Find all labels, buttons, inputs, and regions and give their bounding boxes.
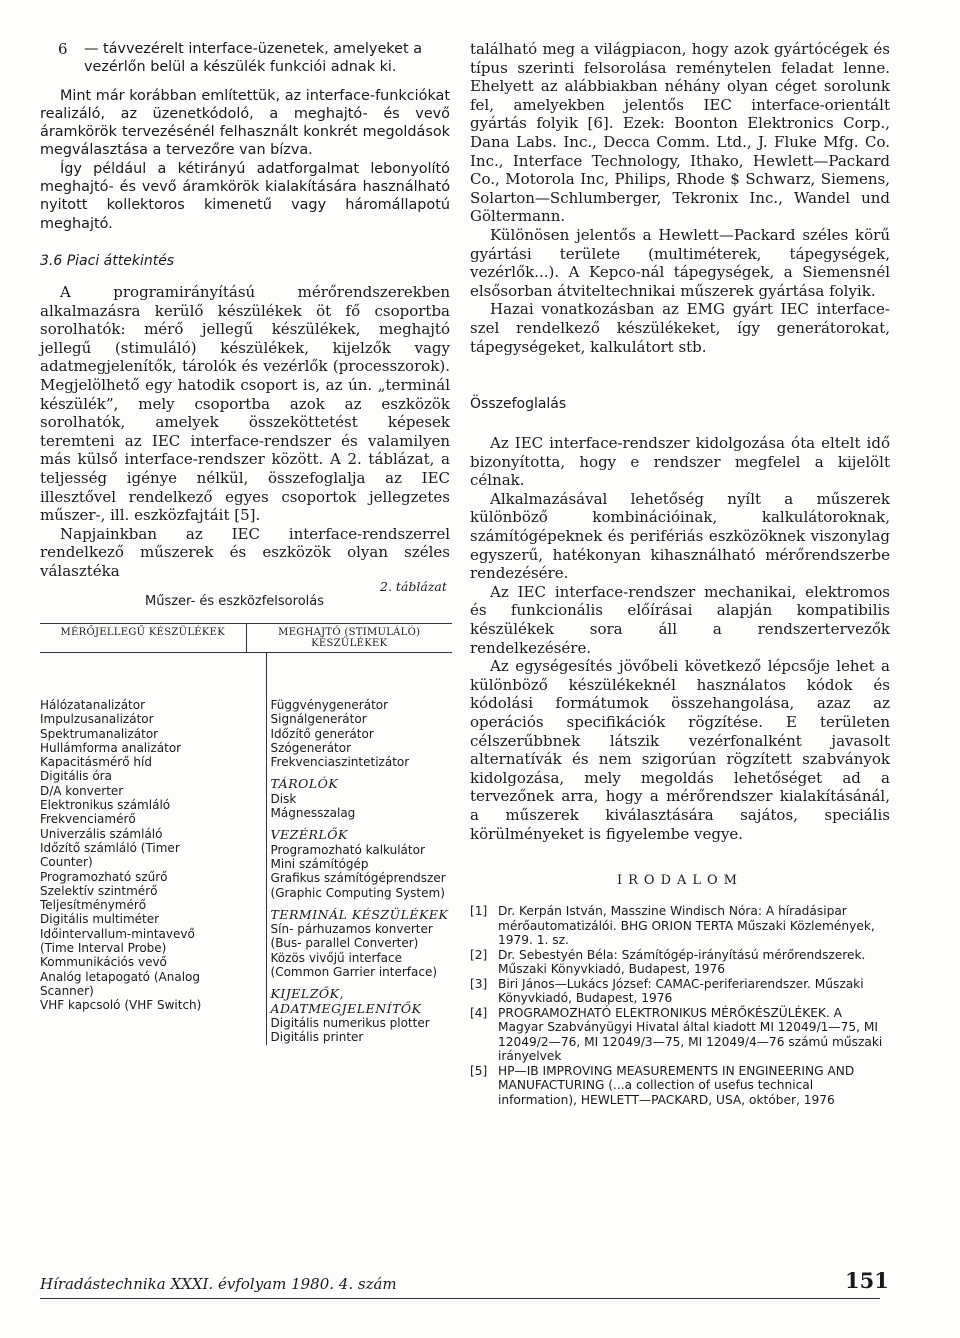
table-item: Disk xyxy=(270,791,297,806)
table-item: Közös vivőjű interface xyxy=(270,950,402,965)
table-item: Frekvenciaszintetizátor xyxy=(270,755,410,770)
reference-item xyxy=(470,904,890,948)
table-header-left: MÉRŐJELLEGŰ KÉSZÜLÉKEK xyxy=(60,627,226,638)
table-item: Hullámforma analizátor xyxy=(40,740,182,755)
reference-text: PROGRAMOZHATÓ ELEKTRONIKUS MÉRŐKÉSZÜLÉKEK. A Magyar Szabványügyi Hivatal által kiadott MI 12049/1—75, MI 12049/2—76, MI 12049/3—75, MI 12049/4—76 számú műszaki irányelvek xyxy=(498,1005,883,1064)
table-item: Időzítő generátor xyxy=(270,726,374,741)
table-column-driving xyxy=(261,653,452,1045)
table-item: Szógenerátor xyxy=(270,740,352,755)
paragraph: Különösen jelentős a Hewlett—Packard széles körű gyártási területe (multiméterek, tápegységek, vezérlők...). A Kepco-nál tápegységek, a Siemensnél elsősorban átviteltechnikai műszerek gyártása folyik. xyxy=(470,225,890,300)
table-item: Teljesítménymérő xyxy=(40,898,147,913)
page-number: 151 xyxy=(845,1268,889,1293)
table-item: Analóg letapogató (Analog xyxy=(40,969,200,984)
instrument-table xyxy=(40,623,452,1045)
section-title: 3.6 Piaci áttekintés xyxy=(40,252,175,269)
table-item: Grafikus számítógéprendszer xyxy=(270,871,446,886)
reference-text: Dr. Kerpán István, Masszine Windisch Nóra: A híradásipar mérőautomatizálói. BHG ORION TERTA Műszaki Közlemények, 1979. 1. sz. xyxy=(498,904,875,948)
reference-item xyxy=(470,948,890,977)
table-item: Kommunikációs vevő xyxy=(40,955,167,970)
table-item: (Common Garrier interface) xyxy=(270,965,438,980)
table-item: Digitális multiméter xyxy=(40,912,160,927)
table-item: Frekvenciamérő xyxy=(40,812,136,827)
reference-number: [5] xyxy=(470,1063,488,1078)
table-item: Időintervallum-mintavevő xyxy=(40,926,195,941)
paragraph: Az IEC interface-rendszer mechanikai, elektromos és funkcionális előírásai alapján kompatibilis készülékek sora áll a rendszertervezők rendelkezésére. xyxy=(470,582,890,657)
reference-number: [4] xyxy=(470,1005,488,1020)
table-item: Sín- párhuzamos konverter (Bus- parallel Converter) xyxy=(270,922,433,951)
paragraph: Alkalmazásával lehetőség nyílt a műszerek különböző kombinációinak, kalkulátoroknak, számítógépeknek és perifériás eszközöknek viszonylag egyszerű, hatékonyan kihasználható mérőrendszerbe rendezésére. xyxy=(470,489,890,583)
paragraph: Napjainkban az IEC interface-rendszerrel rendelkező műszerek és eszközök olyan széles választéka xyxy=(40,524,450,580)
section-title: Összefoglalás xyxy=(470,396,567,413)
table-item: Elektronikus számláló xyxy=(40,798,171,813)
list-item-6 xyxy=(40,40,450,77)
table-item: VHF kapcsoló (VHF Switch) xyxy=(40,998,202,1013)
references-title: IRODALOM xyxy=(617,873,743,889)
reference-number: [3] xyxy=(470,976,488,991)
table-item: Digitális printer xyxy=(270,1030,364,1045)
table-category: TÁROLÓK xyxy=(270,776,339,792)
table-item: Programozható kalkulátor xyxy=(270,842,425,857)
paragraph: található meg a világpiacon, hogy azok gyártócégek és típus szerinti felsorolása reménytelen feladat lenne. Ehelyett az alábbiakban néhány olyan céget sorolunk fel, amelyekben jelentős IEC interface-orientált gyártás folyik [6]. Ezek: Boonton Elektronics Corp., Dana Labs. Inc., Decca Comm. Ltd., J. Fluke Mfg. Co. Inc., Interface Technology, Ithako, Hewlett—Packard Co., Motorola Inc, Philips, Rhode $ Schwarz, Siemens, Solarton—Schlumberger, Tekronix Inc., Wandel und Göltermann. xyxy=(470,40,890,226)
table-item: (Graphic Computing System) xyxy=(270,885,445,900)
reference-item xyxy=(470,977,890,1006)
table-header-right: MEGHAJTÓ (STIMULÁLÓ) KÉSZÜLÉKEK xyxy=(246,624,453,652)
journal-footer: Híradástechnika XXXI. évfolyam 1980. 4. szám xyxy=(40,1275,397,1293)
paragraph: Hazai vonatkozásban az EMG gyárt IEC interface-szel rendelkező készülékeket, így generátorokat, tápegységeket, kalkulátort stb. xyxy=(470,300,890,356)
table-item: Függvénygenerátor xyxy=(270,698,389,712)
list-item-text: — távvezérelt interface-üzenetek, amelyeket a vezérlőn belül a készülék funkciói adnak ki. xyxy=(84,41,423,76)
list-item-number: 6 xyxy=(58,40,68,58)
reference-text: Dr. Sebestyén Béla: Számítógép-irányítású mérőrendszerek. Műszaki Könyvkiadó, Budapest, 1976 xyxy=(498,947,866,977)
table-item: Digitális numerikus plotter xyxy=(270,1015,430,1030)
table-item: Mini számítógép xyxy=(270,856,369,871)
table-category: VEZÉRLŐK xyxy=(270,827,348,843)
left-column xyxy=(40,40,450,580)
footer-divider xyxy=(40,1298,880,1299)
table-title: Műszer- és eszközfelsorolás xyxy=(145,594,325,609)
table-item: Szelektív szintmérő xyxy=(40,883,158,898)
table-item: Programozható szűrő xyxy=(40,869,168,884)
table-item: Hálózatanalizátor xyxy=(40,698,146,712)
reference-number: [1] xyxy=(470,904,488,919)
reference-item xyxy=(470,1006,890,1064)
table-header xyxy=(40,624,452,652)
table-item: Scanner) xyxy=(40,983,94,998)
paragraph: A programirányítású mérőrendszerekben alkalmazásra kerülő készülékek öt fő csoportba sorolhatók: mérő jellegű készülékek, meghajtó jellegű (stimuláló) készülékek, kijelzők vagy adatmegjelenítők, tárolók és vezérlők (processzorok). Megjelölhető egy hatodik csoport is, az ún. „terminál készülék”, mely csoportba azok az eszközök sorolhatók, amelyek összeköttetést képesek teremteni az IEC interface-rendszer és valamilyen más külső interface-rendszer között. A 2. táblázat, a teljesség igénye nélkül, összefoglalja az IEC illesztővel rendelkező egyes csoportok jellegzetes műszer-, ill. eszközfajtáit [5]. xyxy=(40,282,450,525)
table-item: Időzítő számláló (Timer xyxy=(40,840,180,855)
paragraph: Mint már korábban említettük, az interface-funkciókat realizáló, az üzenetkódoló, a meghajtó- és vevő áramkörök tervezésénél felhasznált konkrét megoldások megválasztása a tervezőre van bízva. xyxy=(40,87,450,159)
paragraph: Az IEC interface-rendszer kidolgozása óta eltelt idő bizonyította, hogy e rendszer megfelel a kijelölt célnak. xyxy=(470,434,890,490)
paragraph: Így például a kétirányú adatforgalmat lebonyolító meghajtó- és vevő áramkörök kialakítására használható nyitott kollektoros kimenetű vagy háromállapotú meghajtó. xyxy=(40,160,450,232)
table-item: Digitális óra xyxy=(40,769,112,784)
table-item: Counter) xyxy=(40,855,93,870)
reference-number: [2] xyxy=(470,947,488,962)
references-list xyxy=(470,904,890,1107)
table-item: Impulzusanalizátor xyxy=(40,712,154,727)
table-item: (Time Interval Probe) xyxy=(40,941,167,956)
table-caption: 2. táblázat xyxy=(380,579,447,594)
reference-item xyxy=(470,1064,890,1108)
table-item: Kapacitásmérő híd xyxy=(40,755,152,770)
table-item: Spektrumanalizátor xyxy=(40,726,159,741)
table-item: Mágnesszalag xyxy=(270,806,356,821)
table-column-measuring xyxy=(40,653,261,1045)
reference-text: HP—IB IMPROVING MEASUREMENTS IN ENGINEERING AND MANUFACTURING (...a collection of usefus technical information), HEWLETT—PACKARD, USA, október, 1976 xyxy=(498,1063,855,1107)
right-column xyxy=(470,40,890,1107)
reference-text: Biri János—Lukács József: CAMAC-periferiarendszer. Műszaki Könyvkiadó, Budapest, 1976 xyxy=(498,976,864,1006)
table-item: Signálgenerátor xyxy=(270,712,367,727)
table-category: KIJELZŐK, ADATMEGJELENÍTŐK xyxy=(270,986,422,1016)
paragraph: Az egységesítés jövőbeli következő lépcsője lehet a különböző készülékeknél használatos kódok és kódolási formátumok összehangolása, azaz az operációs specifikációk rögzítése. E területen célszerűbbnek látszik vezérfonalként javasolt alternatívák és nem szigorúan rögzített szabványok kidolgozása, mely megoldás lehetőséget ad a tervezőnek arra, hogy a mérőrendszer kialakításánál, a műszerek kiválasztására sajátos, speciális körülményeket is figyelembe vegye. xyxy=(470,657,890,843)
table-item: Univerzális számláló xyxy=(40,826,163,841)
table-category: TERMINÁL KÉSZÜLÉKEK xyxy=(270,906,449,922)
table-item: D/A konverter xyxy=(40,783,124,798)
